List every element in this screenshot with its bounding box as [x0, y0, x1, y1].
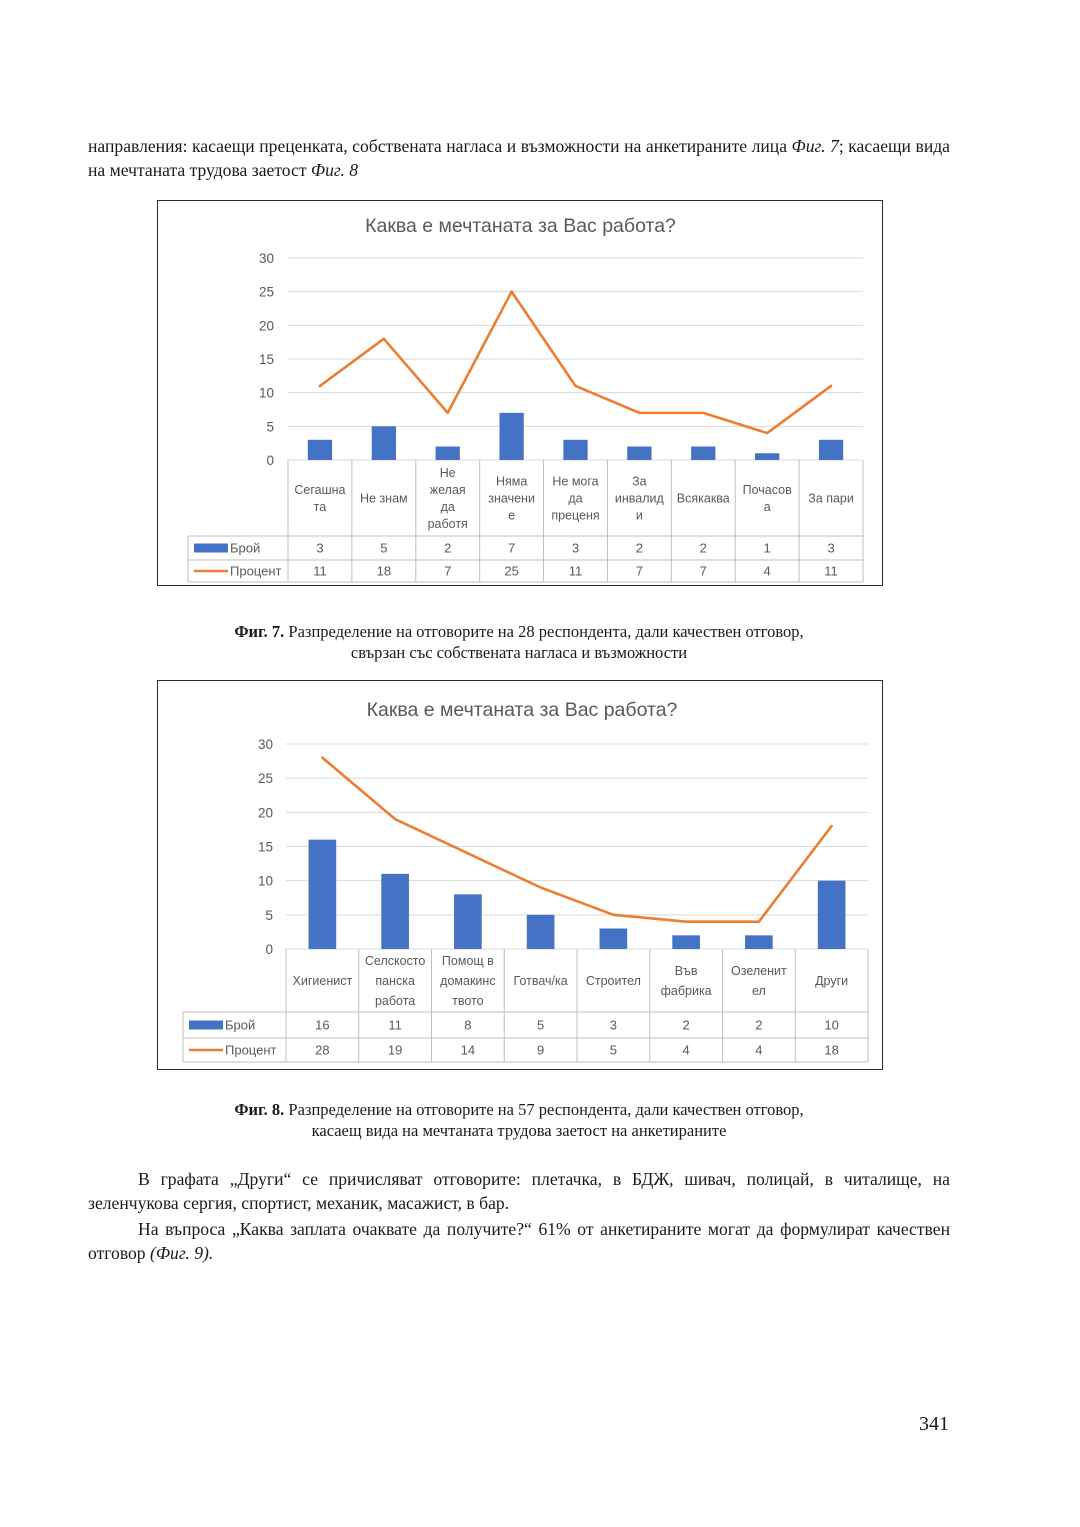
data-label: 4: [763, 563, 771, 579]
line-series: [320, 292, 831, 433]
bar: [627, 447, 651, 460]
paragraph-salary-text: На въпроса „Каква заплата очаквате да получите?“ 61% от анкетираните могат да формулират качествен отговор: [88, 1219, 950, 1263]
category-label-line: Помощ в: [441, 954, 494, 968]
data-label: 25: [504, 563, 519, 579]
data-label: 3: [609, 1017, 617, 1033]
figure-8-caption-label: Фиг. 8.: [234, 1100, 285, 1119]
y-tick-label: 15: [258, 352, 274, 367]
chart-title: Каква е мечтаната за Вас работа?: [366, 699, 678, 721]
y-tick-label: 0: [265, 942, 273, 957]
data-label: 11: [388, 1017, 402, 1033]
y-tick-label: 20: [257, 805, 273, 821]
bar: [454, 894, 482, 949]
data-label: 9: [537, 1042, 545, 1058]
bar: [818, 881, 846, 949]
bar: [527, 915, 555, 949]
y-tick-label: 15: [257, 839, 273, 855]
category-label: [514, 974, 568, 988]
bar: [745, 935, 773, 949]
data-label: 5: [537, 1017, 545, 1033]
data-label: 7: [444, 563, 452, 579]
category-label-line: домакинс: [440, 974, 496, 988]
category-label: [360, 492, 408, 506]
bar: [755, 453, 779, 460]
y-tick-label: 30: [257, 737, 273, 752]
category-label-line: значени: [488, 491, 535, 506]
category-label: [551, 475, 599, 523]
intro-text-b: ; касаещи вида на мечтаната трудова заетост: [88, 136, 950, 180]
data-label: 11: [568, 563, 583, 579]
category-label: [815, 974, 848, 988]
data-label: 1: [763, 540, 771, 556]
category-label: [731, 964, 787, 998]
category-label-line: а: [763, 500, 771, 514]
data-label: 2: [699, 540, 707, 556]
category-label-line: Почасов: [742, 483, 792, 497]
y-tick-label: 5: [265, 907, 273, 923]
data-label: 5: [380, 540, 388, 556]
y-tick-label: 30: [258, 251, 274, 266]
paragraph-others-text: В графата „Други“ се причисляват отговорите: плетачка, в БДЖ, шивач, полицай, в читалище, на зеленчукова сергия, спортист, механик, масажист, в бар.: [88, 1169, 950, 1213]
data-label: 28: [315, 1042, 330, 1058]
chart-title: Каква е мечтаната за Вас работа?: [365, 215, 676, 237]
category-label: [365, 954, 426, 1008]
data-label: 2: [682, 1017, 690, 1033]
category-label: [488, 475, 535, 523]
data-label: 18: [824, 1042, 839, 1058]
category-label-line: Готвач/ка: [513, 974, 568, 988]
category-label-line: Не знам: [360, 491, 408, 506]
category-label-line: Озеленит: [731, 964, 787, 978]
category-label: [743, 483, 792, 514]
category-label-line: За пари: [808, 491, 854, 506]
bar: [381, 874, 409, 949]
data-label: 4: [755, 1042, 763, 1058]
category-label-line: та: [313, 500, 327, 514]
figure-8-caption-line2: касаещ вида на мечтаната трудова заетост на анкетираните: [311, 1121, 727, 1140]
figure-8-caption: [88, 1099, 950, 1141]
data-label: 4: [682, 1042, 690, 1058]
category-label-line: желая: [429, 483, 466, 497]
figure-8-caption-line1: Разпределение на отговорите на 57 респондента, дали качествен отговор,: [288, 1100, 804, 1119]
category-label-line: е: [508, 508, 516, 523]
data-label: 19: [387, 1042, 403, 1058]
category-label-line: Сегашна: [294, 483, 346, 497]
paragraph-others: [88, 1167, 950, 1215]
category-label: [440, 954, 495, 1008]
category-label-line: Строител: [585, 974, 641, 988]
category-label-line: Други: [815, 974, 849, 988]
bar: [600, 929, 628, 950]
bar: [672, 935, 700, 949]
data-label: 7: [507, 540, 516, 556]
data-label: 3: [827, 540, 835, 556]
data-label: 7: [699, 563, 707, 579]
bar: [563, 440, 587, 460]
y-tick-label: 25: [258, 284, 274, 300]
category-label: [677, 492, 730, 506]
y-tick-label: 10: [258, 385, 274, 401]
data-label: 8: [464, 1017, 472, 1033]
bar: [309, 840, 337, 949]
figure-7-caption-label: Фиг. 7.: [234, 622, 285, 641]
data-label: 11: [313, 563, 327, 579]
data-label: 14: [460, 1042, 476, 1058]
page-number: 341: [919, 1413, 949, 1435]
category-label-line: За: [632, 474, 647, 489]
legend-label: Брой: [225, 1017, 256, 1033]
legend-label: Процент: [225, 1042, 277, 1058]
category-label: [293, 974, 353, 988]
category-label-line: и: [635, 508, 643, 523]
data-label: 10: [824, 1017, 839, 1033]
figure-8-svg: [158, 681, 882, 1069]
category-label-line: твото: [452, 994, 484, 1008]
y-tick-label: 5: [266, 419, 274, 435]
category-label-line: Няма: [495, 474, 528, 489]
data-label: 2: [635, 540, 644, 556]
data-label: 5: [609, 1042, 617, 1058]
bar: [308, 440, 332, 460]
category-label-line: Не: [439, 466, 456, 480]
category-label-line: инвалид: [614, 491, 664, 506]
y-tick-label: 10: [257, 873, 273, 889]
bar: [819, 440, 843, 460]
category-label: [808, 492, 854, 506]
data-label: 3: [571, 540, 580, 556]
intro-ref-fig8: Фиг. 8: [310, 160, 359, 180]
figure-7-caption-line1: Разпределение на отговорите на 28 респондента, дали качествен отговор,: [288, 622, 804, 641]
category-label: [294, 483, 345, 514]
intro-text-a: направления: касаещи преценката, собствената нагласа и възможности на анкетираните лица: [88, 136, 792, 156]
category-label-line: Всякаква: [676, 491, 730, 506]
data-label: 16: [315, 1017, 330, 1033]
figure-7-svg: [158, 201, 882, 585]
category-label: [661, 964, 712, 998]
legend-swatch-bar: [189, 1021, 223, 1030]
data-label: 18: [376, 563, 392, 579]
category-label-line: Селскосто: [364, 954, 426, 968]
category-label-line: да: [440, 500, 455, 514]
category-label: [586, 974, 641, 988]
category-label-line: панска: [375, 974, 415, 988]
category-label-line: Във: [674, 964, 698, 978]
y-tick-label: 0: [266, 453, 274, 468]
data-label: 3: [316, 540, 324, 556]
data-label: 11: [824, 563, 838, 579]
category-label-line: Не мога: [552, 474, 599, 489]
category-label-line: да: [568, 491, 583, 506]
bar: [691, 447, 715, 460]
bar: [499, 413, 523, 460]
figure-7-chart: [157, 200, 883, 586]
bar: [436, 447, 460, 460]
category-label: [615, 475, 665, 523]
category-label-line: работа: [374, 994, 416, 1008]
category-label-line: Хигиенист: [292, 974, 353, 988]
figure-7-caption-line2: свързан със собствената нагласа и възможности: [350, 643, 688, 662]
legend-label: Брой: [230, 540, 261, 556]
y-tick-label: 20: [258, 318, 274, 334]
legend-swatch-bar: [194, 544, 228, 553]
y-tick-label: 25: [257, 771, 273, 787]
intro-paragraph: [88, 134, 950, 182]
data-label: 2: [755, 1017, 763, 1033]
bar: [372, 426, 396, 460]
paragraph-salary: [88, 1217, 950, 1265]
figure-7-caption: [88, 621, 950, 663]
intro-ref-fig7: Фиг. 7: [791, 136, 839, 156]
figure-8-chart: [157, 680, 883, 1070]
legend-label: Процент: [230, 563, 282, 579]
category-label: [428, 466, 468, 531]
category-label-line: преценя: [551, 508, 600, 523]
data-label: 2: [444, 540, 452, 556]
category-label-line: ел: [751, 984, 766, 998]
data-label: 7: [635, 563, 644, 579]
paragraph-salary-ref: (Фиг. 9).: [150, 1243, 214, 1263]
category-label-line: работя: [427, 517, 468, 531]
category-label-line: фабрика: [660, 984, 712, 998]
